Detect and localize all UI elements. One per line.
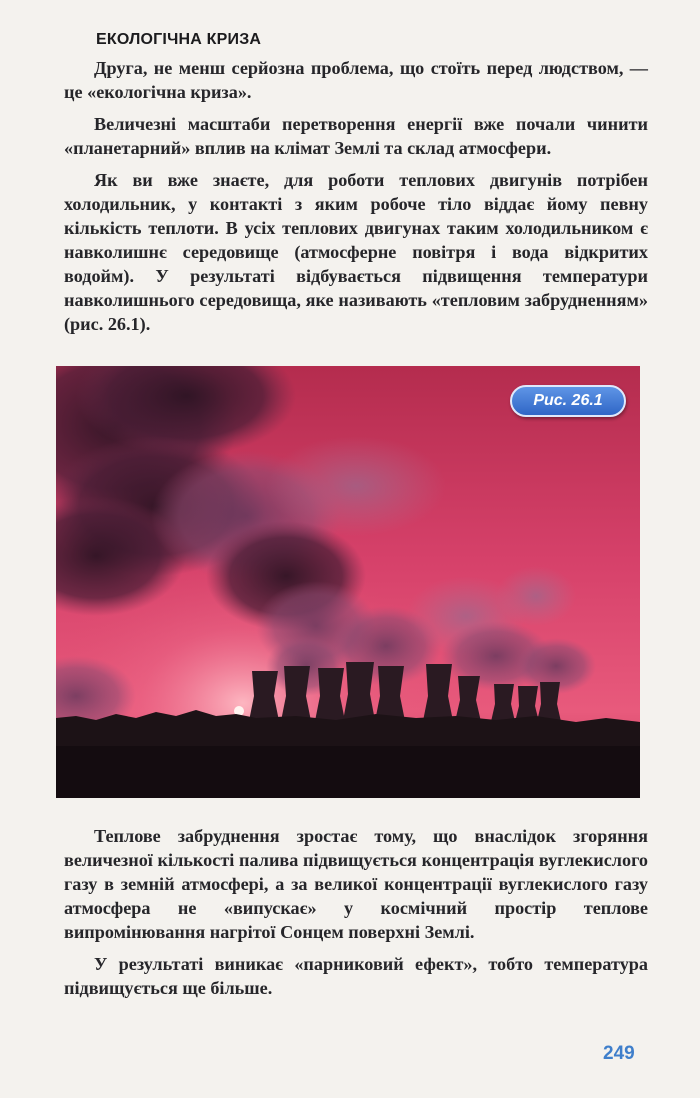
- conclusion-text-block: [64, 824, 648, 1008]
- section-heading: ЕКОЛОГІЧНА КРИЗА: [96, 31, 262, 48]
- page-number: 249: [603, 1043, 635, 1064]
- paragraph-greenhouse-effect: У результаті виникає «парниковий ефект», тобто температура підвищується ще більше.: [64, 954, 648, 998]
- paragraph-ecological-crisis: Друга, не менш серйозна проблема, що стоїть перед людством, — це «екологічна криза».: [64, 58, 648, 102]
- paragraph-energy-scale: Величезні масштаби перетворення енергії вже почали чинити «планетарний» вплив на клімат Землі та склад атмосфери.: [64, 114, 648, 158]
- power-plant-photo: [56, 366, 640, 798]
- paragraph-co2-concentration: Теплове забруднення зростає тому, що внаслідок згоряння величезної кількості палива підвищується концентрація вуглекислого газу в земній атмосфері, а за великої концентрації вуглекислого газу атмосфера не «випускає» у космічний простір теплове випромінювання нагрітої Сонцем поверхні Землі.: [64, 826, 648, 942]
- paragraph-thermal-pollution: Як ви вже знаєте, для роботи теплових двигунів потрібен холодильник, у контакті з яким робоче тіло віддає йому певну кількість теплоти. В усіх теплових двигунах таким холодильником є навколишнє середовище (атмосферне повітря і вода відкритих водойм). У результаті відбувається підвищення температури навколишнього середовища, яке називають «тепловим забрудненням» (рис. 26.1).: [64, 170, 648, 334]
- foreground-ground: [56, 746, 640, 798]
- intro-text-block: [64, 56, 648, 344]
- figure-label: Рис. 26.1: [510, 385, 626, 417]
